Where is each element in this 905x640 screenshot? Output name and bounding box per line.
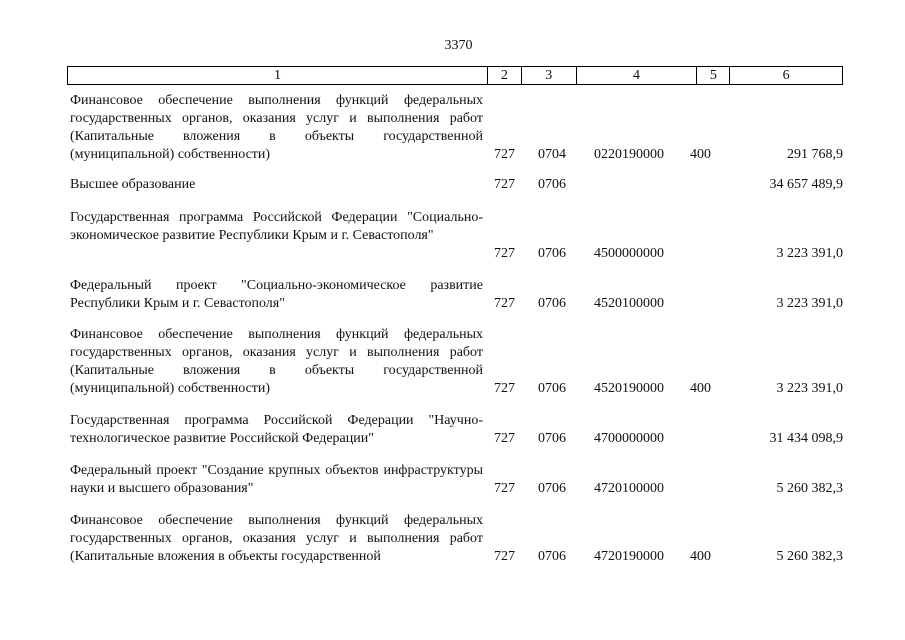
row-col-3: 0706: [538, 246, 566, 261]
header-col-1: 1: [68, 67, 488, 84]
row-description: Федеральный проект "Создание крупных объектов инфраструктуры науки и высшего образования": [70, 463, 483, 496]
row-col-2: 727: [494, 246, 515, 261]
row-col-3: 0706: [538, 549, 566, 564]
row-col-4: 0220190000: [594, 147, 664, 162]
row-col-4: 4720190000: [594, 549, 664, 564]
header-col-6: 6: [782, 68, 790, 83]
table-row: [70, 176, 845, 194]
row-col-6: 31 434 098,9: [769, 431, 843, 446]
row-description: Высшее образование: [70, 177, 196, 192]
row-col-3: 0706: [538, 177, 566, 192]
row-col-5: 400: [690, 549, 711, 564]
row-col-4: 4720100000: [594, 481, 664, 496]
table-row: [70, 277, 845, 313]
row-col-3: 0706: [538, 481, 566, 496]
row-col-6: 5 260 382,3: [776, 481, 843, 496]
row-description: Государственная программа Российской Федерации "Научно-технологическое развитие Российской Федерации": [70, 413, 483, 446]
table-header: [67, 66, 843, 85]
row-col-6: 34 657 489,9: [769, 177, 843, 192]
row-col-6: 3 223 391,0: [776, 381, 843, 396]
row-col-6: 3 223 391,0: [776, 296, 843, 311]
row-col-6: 3 223 391,0: [776, 246, 843, 261]
row-col-3: 0706: [538, 296, 566, 311]
row-col-2: 727: [494, 147, 515, 162]
table-row: [70, 92, 845, 164]
row-col-4: 4520100000: [594, 296, 664, 311]
row-description: Финансовое обеспечение выполнения функций федеральных государственных органов, оказания услуг и выполнения работ (Капитальные вложения в объекты государственной (муниципальной) собственности): [70, 93, 483, 162]
header-col-3: 3: [522, 67, 577, 84]
row-col-6: 291 768,9: [787, 147, 843, 162]
header-col-4: 4: [577, 67, 698, 84]
table-row: [70, 512, 845, 566]
header-col-5: 5: [697, 67, 730, 84]
row-col-2: 727: [494, 481, 515, 496]
row-col-3: 0706: [538, 381, 566, 396]
page-number: 3370: [444, 38, 473, 53]
row-col-4: 4520190000: [594, 381, 664, 396]
row-col-3: 0704: [538, 147, 566, 162]
row-col-4: 4700000000: [594, 431, 664, 446]
table-row: [70, 462, 845, 498]
table-row: [70, 326, 845, 398]
row-description: Государственная программа Российской Федерации "Социально-экономическое развитие Республики Крым и г. Севастополя": [70, 210, 483, 243]
table-row: [70, 209, 845, 263]
row-col-3: 0706: [538, 431, 566, 446]
row-col-2: 727: [494, 296, 515, 311]
row-col-5: 400: [690, 381, 711, 396]
table-row: [70, 412, 845, 448]
row-col-2: 727: [494, 177, 515, 192]
row-col-6: 5 260 382,3: [776, 549, 843, 564]
row-col-2: 727: [494, 431, 515, 446]
row-col-4: 4500000000: [594, 246, 664, 261]
row-description: Финансовое обеспечение выполнения функций федеральных государственных органов, оказания услуг и выполнения работ (Капитальные вложения в объекты государственной: [70, 513, 483, 564]
row-col-2: 727: [494, 381, 515, 396]
row-col-2: 727: [494, 549, 515, 564]
header-col-2: 2: [488, 67, 522, 84]
row-col-5: 400: [690, 147, 711, 162]
row-description: Финансовое обеспечение выполнения функций федеральных государственных органов, оказания услуг и выполнения работ (Капитальные вложения в объекты государственной (муниципальной) собственности): [70, 327, 483, 396]
row-description: Федеральный проект "Социально-экономическое развитие Республики Крым и г. Севастополя": [70, 278, 483, 311]
